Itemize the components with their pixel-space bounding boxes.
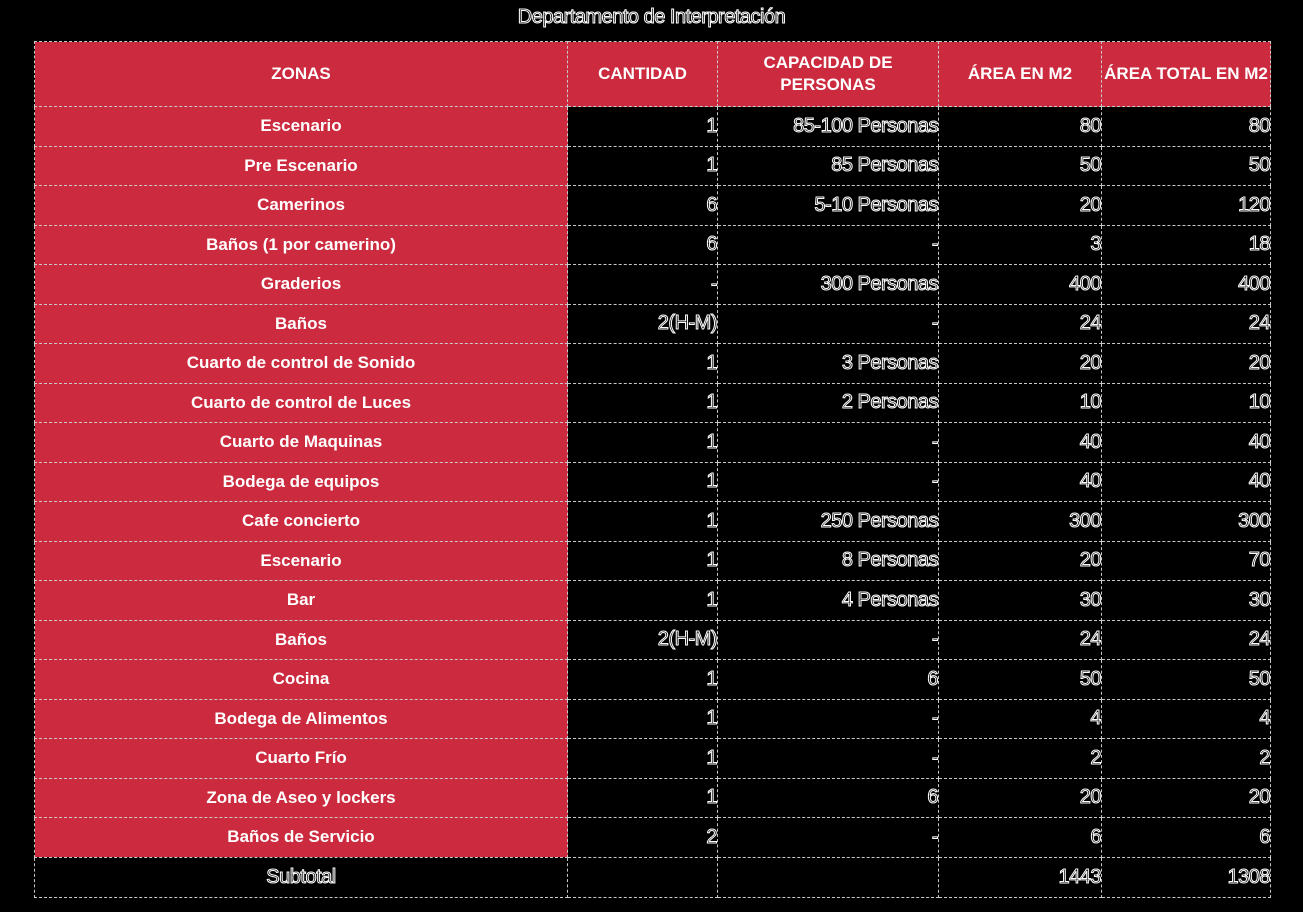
cell-area-total: 50 bbox=[1102, 146, 1271, 186]
table-row bbox=[35, 462, 1271, 502]
table-row bbox=[35, 502, 1271, 542]
cell-area: 30 bbox=[939, 581, 1102, 621]
table-row bbox=[35, 818, 1271, 858]
table-header-row bbox=[35, 42, 1271, 107]
cell-zona: Bodega de equipos bbox=[35, 462, 568, 502]
cell-zona: Pre Escenario bbox=[35, 146, 568, 186]
cell-area: 80 bbox=[939, 107, 1102, 147]
cell-capacidad: 85 Personas bbox=[718, 146, 939, 186]
cell-cantidad: 1 bbox=[568, 423, 718, 463]
cell-capacidad: 4 Personas bbox=[718, 581, 939, 621]
cell-area-total: 30 bbox=[1102, 581, 1271, 621]
cell-area: 3 bbox=[939, 225, 1102, 265]
cell-zona: Cuarto de control de Sonido bbox=[35, 344, 568, 384]
table-row bbox=[35, 107, 1271, 147]
cell-area-total: 40 bbox=[1102, 423, 1271, 463]
table-body bbox=[35, 107, 1271, 898]
subtotal-area: 1443 bbox=[939, 857, 1102, 897]
cell-zona: Baños (1 por camerino) bbox=[35, 225, 568, 265]
cell-capacidad: - bbox=[718, 423, 939, 463]
cell-capacidad: 5-10 Personas bbox=[718, 186, 939, 226]
zones-table bbox=[34, 41, 1271, 898]
cell-area-total: 20 bbox=[1102, 344, 1271, 384]
cell-area-total: 18 bbox=[1102, 225, 1271, 265]
cell-cantidad: - bbox=[568, 265, 718, 305]
cell-zona: Cafe concierto bbox=[35, 502, 568, 542]
cell-capacidad: 2 Personas bbox=[718, 383, 939, 423]
cell-zona: Camerinos bbox=[35, 186, 568, 226]
cell-capacidad: - bbox=[718, 739, 939, 779]
table-row bbox=[35, 146, 1271, 186]
cell-zona: Escenario bbox=[35, 107, 568, 147]
cell-area: 4 bbox=[939, 699, 1102, 739]
cell-capacidad: - bbox=[718, 462, 939, 502]
cell-area: 20 bbox=[939, 778, 1102, 818]
cell-capacidad: 250 Personas bbox=[718, 502, 939, 542]
cell-area: 2 bbox=[939, 739, 1102, 779]
page-title: Departamento de Interpretación bbox=[517, 6, 786, 28]
cell-cantidad: 1 bbox=[568, 581, 718, 621]
cell-zona: Baños de Servicio bbox=[35, 818, 568, 858]
cell-capacidad: 3 Personas bbox=[718, 344, 939, 384]
cell-cantidad: 1 bbox=[568, 462, 718, 502]
cell-cantidad: 1 bbox=[568, 107, 718, 147]
cell-area-total: 24 bbox=[1102, 304, 1271, 344]
cell-area: 300 bbox=[939, 502, 1102, 542]
table-row bbox=[35, 660, 1271, 700]
cell-capacidad: 300 Personas bbox=[718, 265, 939, 305]
cell-area: 50 bbox=[939, 146, 1102, 186]
cell-capacidad: 85-100 Personas bbox=[718, 107, 939, 147]
cell-cantidad: 1 bbox=[568, 739, 718, 779]
cell-area-total: 400 bbox=[1102, 265, 1271, 305]
table-row bbox=[35, 778, 1271, 818]
table-row bbox=[35, 344, 1271, 384]
cell-area-total: 80 bbox=[1102, 107, 1271, 147]
cell-area: 20 bbox=[939, 344, 1102, 384]
cell-capacidad: 6 bbox=[718, 660, 939, 700]
cell-area-total: 300 bbox=[1102, 502, 1271, 542]
table-row bbox=[35, 620, 1271, 660]
subtotal-row bbox=[35, 857, 1271, 897]
cell-area-total: 2 bbox=[1102, 739, 1271, 779]
table-row bbox=[35, 186, 1271, 226]
cell-area: 40 bbox=[939, 462, 1102, 502]
cell-zona: Zona de Aseo y lockers bbox=[35, 778, 568, 818]
column-header-area: ÁREA EN M2 bbox=[939, 42, 1102, 107]
cell-zona: Graderios bbox=[35, 265, 568, 305]
cell-zona: Escenario bbox=[35, 541, 568, 581]
cell-capacidad: 8 Personas bbox=[718, 541, 939, 581]
cell-zona: Cocina bbox=[35, 660, 568, 700]
cell-cantidad: 1 bbox=[568, 778, 718, 818]
cell-zona: Cuarto de Maquinas bbox=[35, 423, 568, 463]
cell-zona: Cuarto Frío bbox=[35, 739, 568, 779]
cell-cantidad: 1 bbox=[568, 541, 718, 581]
column-header-capacidad: CAPACIDAD DE PERSONAS bbox=[718, 42, 939, 107]
cell-area: 24 bbox=[939, 304, 1102, 344]
cell-area: 400 bbox=[939, 265, 1102, 305]
subtotal-capacidad bbox=[718, 857, 939, 897]
cell-area: 40 bbox=[939, 423, 1102, 463]
table-row bbox=[35, 541, 1271, 581]
table-row bbox=[35, 383, 1271, 423]
column-header-cantidad: CANTIDAD bbox=[568, 42, 718, 107]
cell-area-total: 40 bbox=[1102, 462, 1271, 502]
cell-zona: Baños bbox=[35, 304, 568, 344]
cell-cantidad: 1 bbox=[568, 502, 718, 542]
cell-cantidad: 1 bbox=[568, 699, 718, 739]
cell-zona: Bar bbox=[35, 581, 568, 621]
subtotal-area-total: 1308 bbox=[1102, 857, 1271, 897]
cell-zona: Baños bbox=[35, 620, 568, 660]
cell-cantidad: 2(H-M) bbox=[568, 620, 718, 660]
subtotal-label: Subtotal bbox=[35, 857, 568, 897]
table-row bbox=[35, 739, 1271, 779]
cell-cantidad: 2 bbox=[568, 818, 718, 858]
table-row bbox=[35, 225, 1271, 265]
table-row bbox=[35, 304, 1271, 344]
cell-area-total: 120 bbox=[1102, 186, 1271, 226]
cell-area-total: 20 bbox=[1102, 778, 1271, 818]
cell-zona: Cuarto de control de Luces bbox=[35, 383, 568, 423]
column-header-area-total: ÁREA TOTAL EN M2 bbox=[1102, 42, 1271, 107]
cell-capacidad: - bbox=[718, 818, 939, 858]
cell-area: 20 bbox=[939, 186, 1102, 226]
cell-capacidad: - bbox=[718, 304, 939, 344]
cell-area-total: 50 bbox=[1102, 660, 1271, 700]
cell-area-total: 24 bbox=[1102, 620, 1271, 660]
cell-area: 6 bbox=[939, 818, 1102, 858]
table-row bbox=[35, 423, 1271, 463]
cell-capacidad: - bbox=[718, 225, 939, 265]
cell-area: 20 bbox=[939, 541, 1102, 581]
cell-area-total: 10 bbox=[1102, 383, 1271, 423]
cell-cantidad: 6 bbox=[568, 225, 718, 265]
cell-capacidad: 6 bbox=[718, 778, 939, 818]
subtotal-cantidad bbox=[568, 857, 718, 897]
cell-area-total: 6 bbox=[1102, 818, 1271, 858]
cell-capacidad: - bbox=[718, 699, 939, 739]
cell-capacidad: - bbox=[718, 620, 939, 660]
cell-cantidad: 1 bbox=[568, 383, 718, 423]
cell-area-total: 4 bbox=[1102, 699, 1271, 739]
cell-cantidad: 6 bbox=[568, 186, 718, 226]
cell-area: 24 bbox=[939, 620, 1102, 660]
table-row bbox=[35, 265, 1271, 305]
column-header-zonas: ZONAS bbox=[35, 42, 568, 107]
table-row bbox=[35, 699, 1271, 739]
cell-cantidad: 1 bbox=[568, 146, 718, 186]
cell-area-total: 70 bbox=[1102, 541, 1271, 581]
cell-cantidad: 1 bbox=[568, 660, 718, 700]
cell-cantidad: 2(H-M) bbox=[568, 304, 718, 344]
cell-area: 10 bbox=[939, 383, 1102, 423]
table-row bbox=[35, 581, 1271, 621]
cell-cantidad: 1 bbox=[568, 344, 718, 384]
cell-zona: Bodega de Alimentos bbox=[35, 699, 568, 739]
cell-area: 50 bbox=[939, 660, 1102, 700]
